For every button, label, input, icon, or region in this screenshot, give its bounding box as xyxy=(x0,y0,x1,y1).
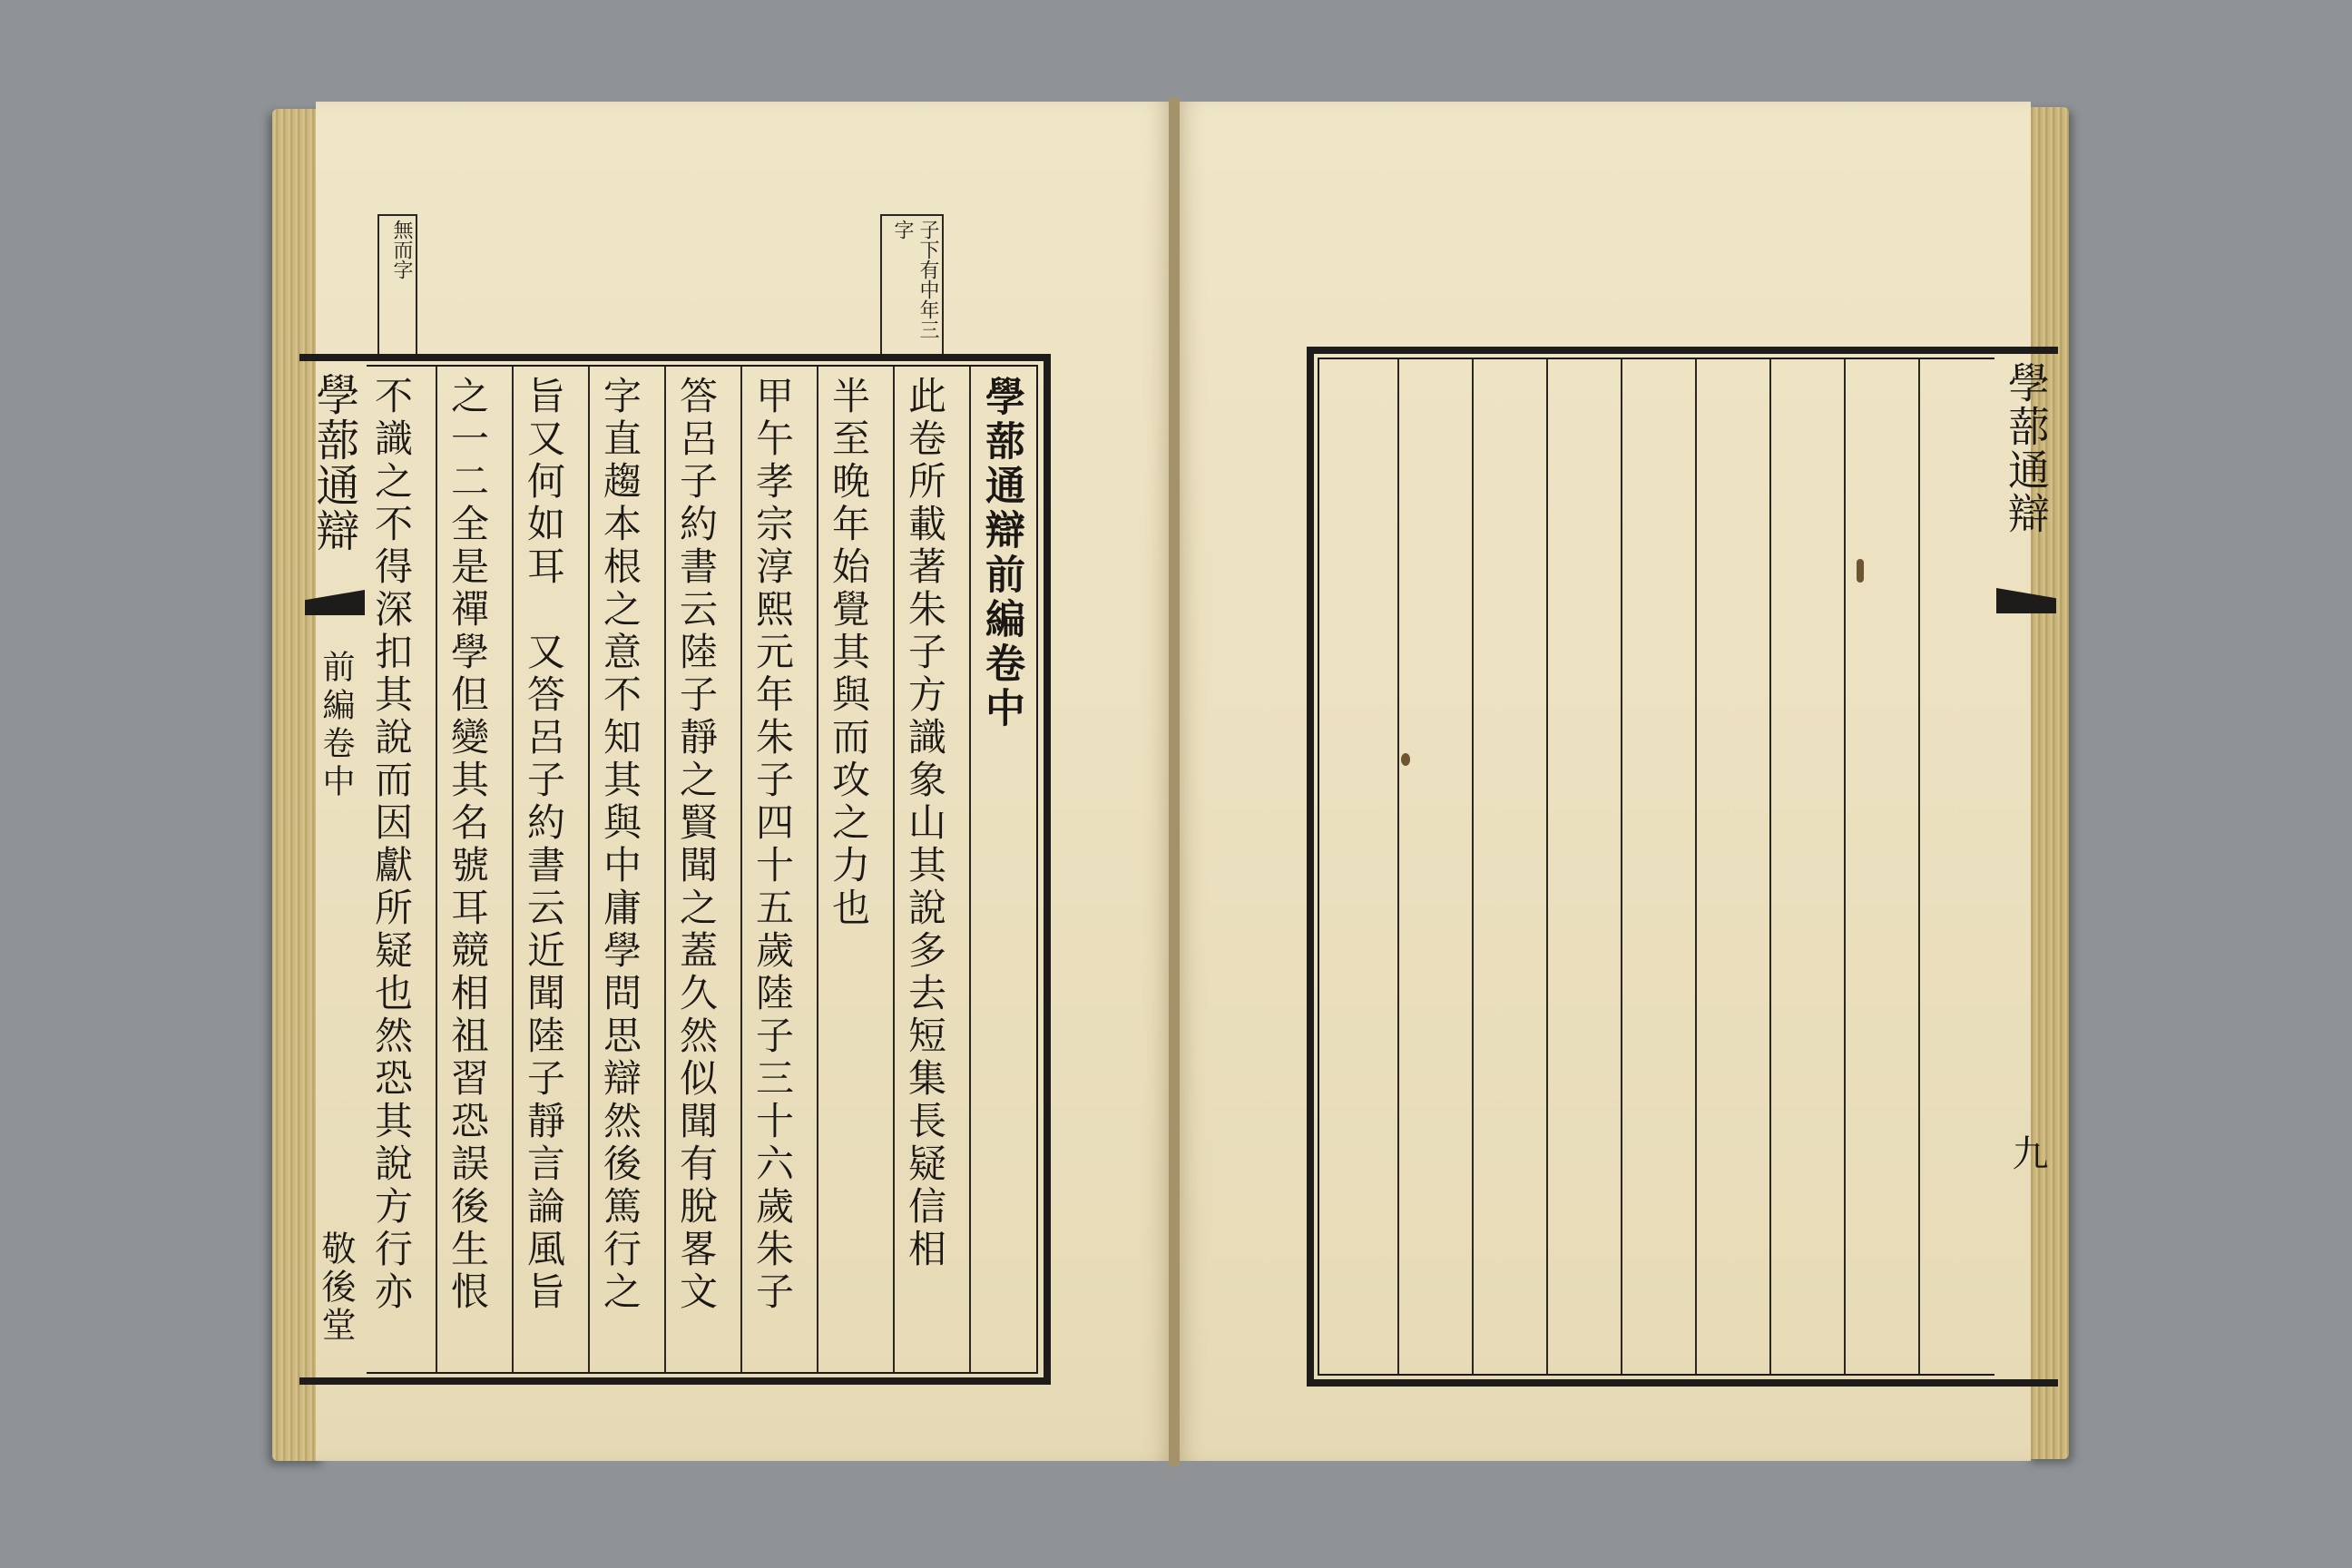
paper-stain xyxy=(1857,559,1864,583)
text-column: 此卷所載著朱子方識象山其說多去短集長疑信相 xyxy=(893,367,956,1372)
ruled-line xyxy=(1397,359,1399,1374)
left-margin-section: 前編卷中 xyxy=(318,650,355,802)
paper-stain xyxy=(1401,753,1410,766)
right-text-frame-inner xyxy=(1318,358,1994,1376)
text-column-heading: 學蔀通辯前編卷中 xyxy=(969,367,1033,1372)
text-column: 不識之不得深扣其說而因獻所疑也然恐其說方行亦 xyxy=(369,376,414,1314)
right-page-number: 九 xyxy=(2006,1134,2048,1171)
left-margin-title: 學蔀通辯 xyxy=(309,372,359,554)
text-column: 字直趨本根之意不知其與中庸學問思辯然後篤行之 xyxy=(588,367,652,1372)
ruled-line xyxy=(1472,359,1474,1374)
ruled-line xyxy=(1844,359,1846,1374)
ruled-line xyxy=(1546,359,1548,1374)
text-column: 之一二全是禪學但變其名號耳競相祖習恐誤後生恨 xyxy=(436,367,499,1372)
ruled-line xyxy=(1918,359,1920,1374)
ruled-line xyxy=(1769,359,1771,1374)
ruled-line xyxy=(1695,359,1697,1374)
ruled-line xyxy=(1621,359,1622,1374)
top-note-right: 子下有中年三字 xyxy=(880,214,944,354)
text-column: 答呂子約書云陸子靜之賢聞之蓋久然似聞有脫畧文 xyxy=(664,367,728,1372)
right-margin-title: 學蔀通辯 xyxy=(2002,361,2051,535)
text-column: 旨又何如耳 又答呂子約書云近聞陸子靜言論風旨 xyxy=(512,367,575,1372)
left-margin-publisher: 敬後堂 xyxy=(316,1230,356,1345)
text-column: 甲午孝宗淳熙元年朱子四十五歲陸子三十六歲朱子 xyxy=(740,367,804,1372)
top-note-left: 無而字 xyxy=(377,214,417,354)
book-gutter xyxy=(1169,98,1180,1466)
text-column: 半至晚年始覺其與而攻之力也 xyxy=(817,367,880,1372)
